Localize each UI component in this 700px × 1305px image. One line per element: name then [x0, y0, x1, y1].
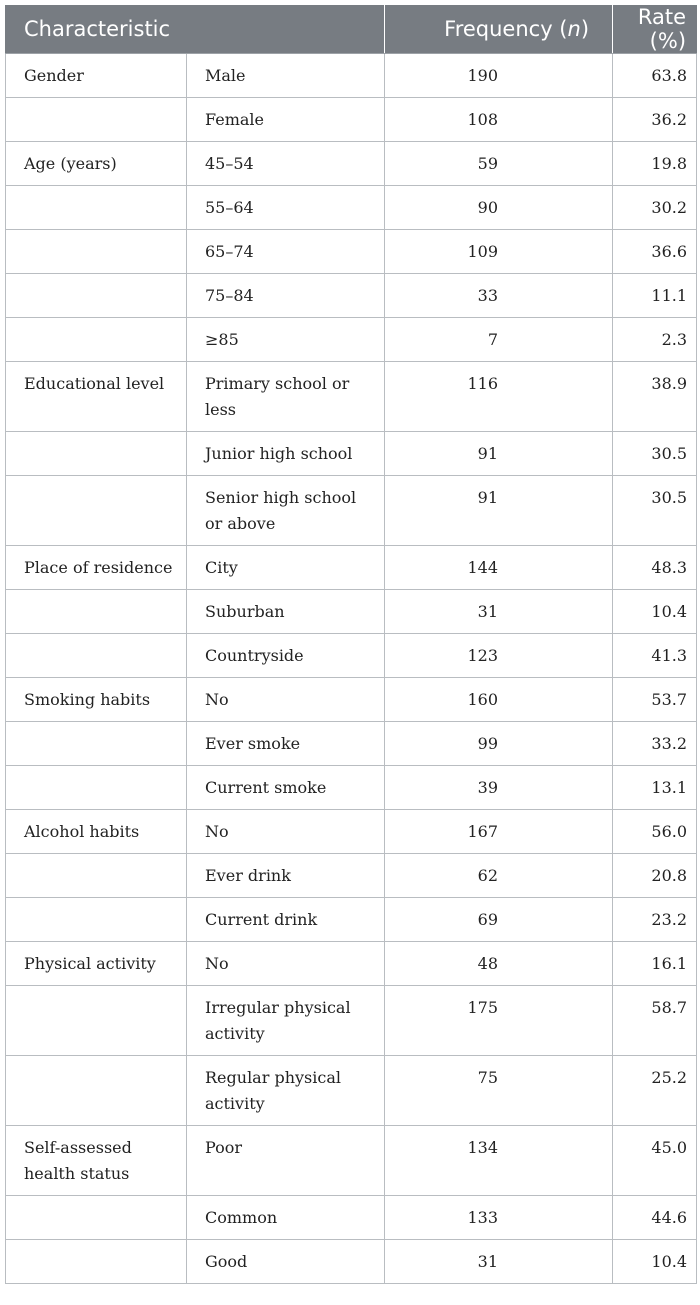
cell-rate — [613, 722, 697, 766]
cell-characteristic-text: Place of residence — [24, 558, 173, 577]
cell-rate — [613, 590, 697, 634]
table-row — [6, 318, 697, 362]
cell-category-text: No — [205, 822, 229, 841]
cell-rate — [613, 476, 697, 546]
cell-category-text: Senior high school or above — [205, 488, 357, 533]
cell-category — [187, 810, 385, 854]
cell-category-text: 75–84 — [205, 286, 254, 305]
cell-characteristic-text — [6, 476, 186, 485]
cell-characteristic — [6, 1056, 187, 1126]
cell-rate — [613, 1126, 697, 1196]
cell-characteristic — [6, 432, 187, 476]
cell-frequency-text: 90 — [477, 198, 499, 217]
cell-frequency-text: 75 — [477, 1068, 499, 1087]
cell-characteristic-text: Physical activity — [24, 954, 156, 973]
cell-rate-text: 10.4 — [651, 1252, 688, 1271]
cell-rate-text: 30.2 — [651, 198, 688, 217]
cell-rate-text: 56.0 — [651, 822, 688, 841]
cell-category — [187, 546, 385, 590]
cell-rate-text: 11.1 — [651, 286, 688, 305]
cell-category-text: Irregular physical activity — [205, 998, 351, 1043]
cell-frequency-text: 167 — [467, 822, 499, 841]
table-row — [6, 634, 697, 678]
cell-characteristic-text: Smoking habits — [24, 690, 151, 709]
cell-frequency-text: 33 — [477, 286, 499, 305]
cell-rate-text: 41.3 — [651, 646, 688, 665]
cell-frequency-text: 175 — [467, 998, 499, 1017]
table-row — [6, 54, 697, 98]
cell-frequency — [385, 942, 613, 986]
cell-rate-text: 13.1 — [651, 778, 688, 797]
cell-frequency — [385, 810, 613, 854]
cell-characteristic — [6, 230, 187, 274]
cell-characteristic — [6, 942, 187, 986]
cell-frequency-text: 190 — [467, 66, 499, 85]
cell-category — [187, 54, 385, 98]
cell-frequency — [385, 476, 613, 546]
table-row — [6, 1196, 697, 1240]
cell-characteristic-text — [6, 854, 186, 863]
cell-characteristic — [6, 476, 187, 546]
cell-frequency — [385, 634, 613, 678]
cell-category — [187, 186, 385, 230]
cell-frequency-text: 31 — [477, 602, 499, 621]
cell-frequency-text: 91 — [477, 488, 499, 507]
cell-characteristic-text — [6, 590, 186, 599]
cell-rate — [613, 854, 697, 898]
cell-frequency — [385, 274, 613, 318]
cell-category — [187, 898, 385, 942]
cell-frequency — [385, 766, 613, 810]
cell-frequency-text: 108 — [467, 110, 499, 129]
cell-characteristic — [6, 634, 187, 678]
cell-rate-text: 53.7 — [651, 690, 688, 709]
table-row — [6, 432, 697, 476]
cell-frequency — [385, 678, 613, 722]
cell-frequency-text: 62 — [477, 866, 499, 885]
cell-frequency — [385, 142, 613, 186]
cell-rate-text: 36.6 — [651, 242, 688, 261]
cell-rate — [613, 274, 697, 318]
table-row — [6, 898, 697, 942]
cell-frequency-text: 91 — [477, 444, 499, 463]
cell-category-text: ≥85 — [205, 330, 239, 349]
cell-category — [187, 722, 385, 766]
cell-rate — [613, 810, 697, 854]
cell-category-text: 45–54 — [205, 154, 254, 173]
table-row — [6, 1126, 697, 1196]
cell-category-text: Good — [205, 1252, 248, 1271]
cell-rate-text: 30.5 — [651, 444, 688, 463]
cell-category — [187, 986, 385, 1056]
cell-rate-text: 30.5 — [651, 488, 688, 507]
cell-frequency — [385, 362, 613, 432]
header-frequency-n: n — [567, 17, 581, 41]
cell-frequency — [385, 854, 613, 898]
cell-characteristic-text — [6, 318, 186, 327]
table-row — [6, 230, 697, 274]
table-header — [6, 5, 697, 54]
cell-characteristic — [6, 898, 187, 942]
cell-frequency-text: 144 — [467, 558, 499, 577]
table-row — [6, 1240, 697, 1284]
cell-characteristic-text — [6, 634, 186, 643]
cell-rate-text: 63.8 — [651, 66, 688, 85]
cell-category — [187, 274, 385, 318]
cell-characteristic-text: Alcohol habits — [24, 822, 140, 841]
cell-category — [187, 142, 385, 186]
cell-frequency — [385, 1056, 613, 1126]
cell-rate — [613, 362, 697, 432]
cell-characteristic-text — [6, 186, 186, 195]
table-row — [6, 362, 697, 432]
cell-rate — [613, 898, 697, 942]
cell-frequency — [385, 1126, 613, 1196]
cell-rate — [613, 142, 697, 186]
cell-rate-text: 20.8 — [651, 866, 688, 885]
cell-rate — [613, 986, 697, 1056]
cell-frequency-text: 7 — [487, 330, 499, 349]
cell-rate-text: 25.2 — [651, 1068, 688, 1087]
cell-characteristic — [6, 1126, 187, 1196]
cell-frequency-text: 123 — [467, 646, 499, 665]
table-row — [6, 186, 697, 230]
header-frequency-suffix: ) — [580, 17, 590, 41]
cell-frequency — [385, 590, 613, 634]
cell-frequency-text: 109 — [467, 242, 499, 261]
cell-characteristic-text — [6, 898, 186, 907]
cell-rate-text: 19.8 — [651, 154, 688, 173]
cell-rate-text: 16.1 — [651, 954, 688, 973]
cell-category-text: Ever smoke — [205, 734, 301, 753]
cell-characteristic — [6, 186, 187, 230]
cell-rate-text: 33.2 — [651, 734, 688, 753]
cell-category-text: Poor — [205, 1138, 243, 1157]
cell-characteristic-text: Gender — [24, 66, 84, 85]
cell-frequency — [385, 432, 613, 476]
cell-frequency — [385, 898, 613, 942]
cell-characteristic-text — [6, 986, 186, 995]
table-row — [6, 854, 697, 898]
cell-category-text: Female — [205, 110, 264, 129]
cell-frequency-text: 31 — [477, 1252, 499, 1271]
table-row — [6, 942, 697, 986]
cell-frequency — [385, 186, 613, 230]
cell-rate — [613, 546, 697, 590]
header-row — [6, 5, 697, 54]
cell-characteristic-text — [6, 766, 186, 775]
cell-characteristic — [6, 986, 187, 1056]
cell-category — [187, 1196, 385, 1240]
cell-frequency-text: 133 — [467, 1208, 499, 1227]
cell-category-text: Primary school or less — [205, 374, 350, 419]
table-row — [6, 476, 697, 546]
cell-characteristic — [6, 1240, 187, 1284]
table-row — [6, 142, 697, 186]
cell-rate-text: 44.6 — [651, 1208, 688, 1227]
cell-frequency — [385, 986, 613, 1056]
cell-category — [187, 942, 385, 986]
cell-rate-text: 45.0 — [651, 1138, 688, 1157]
cell-category — [187, 1126, 385, 1196]
cell-characteristic — [6, 98, 187, 142]
cell-rate-text: 38.9 — [651, 374, 688, 393]
cell-characteristic — [6, 810, 187, 854]
cell-characteristic-text — [6, 1196, 186, 1205]
cell-frequency — [385, 1196, 613, 1240]
cell-category — [187, 432, 385, 476]
cell-rate-text: 2.3 — [661, 330, 688, 349]
cell-characteristic-text — [6, 432, 186, 441]
cell-characteristic — [6, 590, 187, 634]
cell-category — [187, 1240, 385, 1284]
cell-rate — [613, 1240, 697, 1284]
cell-frequency — [385, 98, 613, 142]
cell-rate — [613, 678, 697, 722]
cell-frequency — [385, 318, 613, 362]
cell-rate — [613, 54, 697, 98]
table-body — [6, 54, 697, 1284]
cell-rate-text: 58.7 — [651, 998, 688, 1017]
cell-category — [187, 854, 385, 898]
cell-category — [187, 634, 385, 678]
cell-category-text: Suburban — [205, 602, 285, 621]
cell-category — [187, 590, 385, 634]
cell-frequency — [385, 230, 613, 274]
cell-characteristic — [6, 1196, 187, 1240]
cell-characteristic-text — [6, 1240, 186, 1249]
header-rate: Rate (%) — [613, 5, 697, 54]
cell-rate — [613, 1196, 697, 1240]
cell-category-text: Current drink — [205, 910, 318, 929]
cell-characteristic-text: Self-assessed health status — [24, 1138, 132, 1183]
table-row — [6, 546, 697, 590]
cell-category — [187, 362, 385, 432]
cell-category-text: Ever drink — [205, 866, 291, 885]
cell-characteristic-text — [6, 98, 186, 107]
cell-characteristic-text: Age (years) — [24, 154, 117, 173]
cell-category — [187, 98, 385, 142]
cell-characteristic — [6, 142, 187, 186]
cell-category-text: Junior high school — [205, 444, 353, 463]
cell-characteristic-text: Educational level — [24, 374, 165, 393]
cell-rate — [613, 634, 697, 678]
cell-category — [187, 230, 385, 274]
cell-frequency-text: 116 — [467, 374, 499, 393]
cell-frequency-text: 134 — [467, 1138, 499, 1157]
cell-frequency — [385, 1240, 613, 1284]
cell-characteristic — [6, 318, 187, 362]
cell-characteristic — [6, 362, 187, 432]
cell-rate-text: 23.2 — [651, 910, 688, 929]
table-row — [6, 766, 697, 810]
cell-characteristic — [6, 546, 187, 590]
cell-category-text: 55–64 — [205, 198, 254, 217]
cell-frequency — [385, 722, 613, 766]
table-row — [6, 810, 697, 854]
cell-category — [187, 766, 385, 810]
cell-category-text: No — [205, 690, 229, 709]
cell-rate-text: 48.3 — [651, 558, 688, 577]
header-frequency — [385, 5, 613, 54]
cell-rate — [613, 766, 697, 810]
cell-characteristic — [6, 678, 187, 722]
characteristics-table — [5, 5, 697, 1284]
cell-characteristic — [6, 854, 187, 898]
table-row — [6, 98, 697, 142]
cell-rate — [613, 186, 697, 230]
cell-rate — [613, 318, 697, 362]
cell-category — [187, 318, 385, 362]
cell-category-text: Regular physical activity — [205, 1068, 341, 1113]
cell-characteristic-text — [6, 230, 186, 239]
table-row — [6, 986, 697, 1056]
cell-category-text: Current smoke — [205, 778, 327, 797]
cell-characteristic-text — [6, 722, 186, 731]
cell-frequency-text: 69 — [477, 910, 499, 929]
cell-frequency-text: 48 — [477, 954, 499, 973]
cell-rate — [613, 432, 697, 476]
cell-rate — [613, 942, 697, 986]
cell-rate-text: 36.2 — [651, 110, 688, 129]
table-row — [6, 274, 697, 318]
cell-category — [187, 476, 385, 546]
cell-frequency-text: 99 — [477, 734, 499, 753]
cell-characteristic — [6, 766, 187, 810]
table-row — [6, 678, 697, 722]
cell-category — [187, 678, 385, 722]
cell-category-text: City — [205, 558, 238, 577]
cell-frequency-text: 39 — [477, 778, 499, 797]
cell-characteristic-text — [6, 274, 186, 283]
cell-frequency-text: 160 — [467, 690, 499, 709]
cell-category-text: No — [205, 954, 229, 973]
cell-rate-text: 10.4 — [651, 602, 688, 621]
cell-characteristic — [6, 722, 187, 766]
cell-characteristic — [6, 274, 187, 318]
header-characteristic: Characteristic — [6, 5, 385, 54]
cell-rate — [613, 230, 697, 274]
cell-category-text: Common — [205, 1208, 278, 1227]
cell-category — [187, 1056, 385, 1126]
cell-category-text: 65–74 — [205, 242, 254, 261]
cell-rate — [613, 1056, 697, 1126]
table-row — [6, 1056, 697, 1126]
cell-rate — [613, 98, 697, 142]
cell-frequency-text: 59 — [477, 154, 499, 173]
header-frequency-prefix: Frequency ( — [444, 17, 568, 41]
cell-characteristic-text — [6, 1056, 186, 1065]
table-row — [6, 722, 697, 766]
cell-category-text: Male — [205, 66, 246, 85]
cell-frequency — [385, 54, 613, 98]
cell-frequency — [385, 546, 613, 590]
table-row — [6, 590, 697, 634]
cell-category-text: Countryside — [205, 646, 304, 665]
cell-characteristic — [6, 54, 187, 98]
